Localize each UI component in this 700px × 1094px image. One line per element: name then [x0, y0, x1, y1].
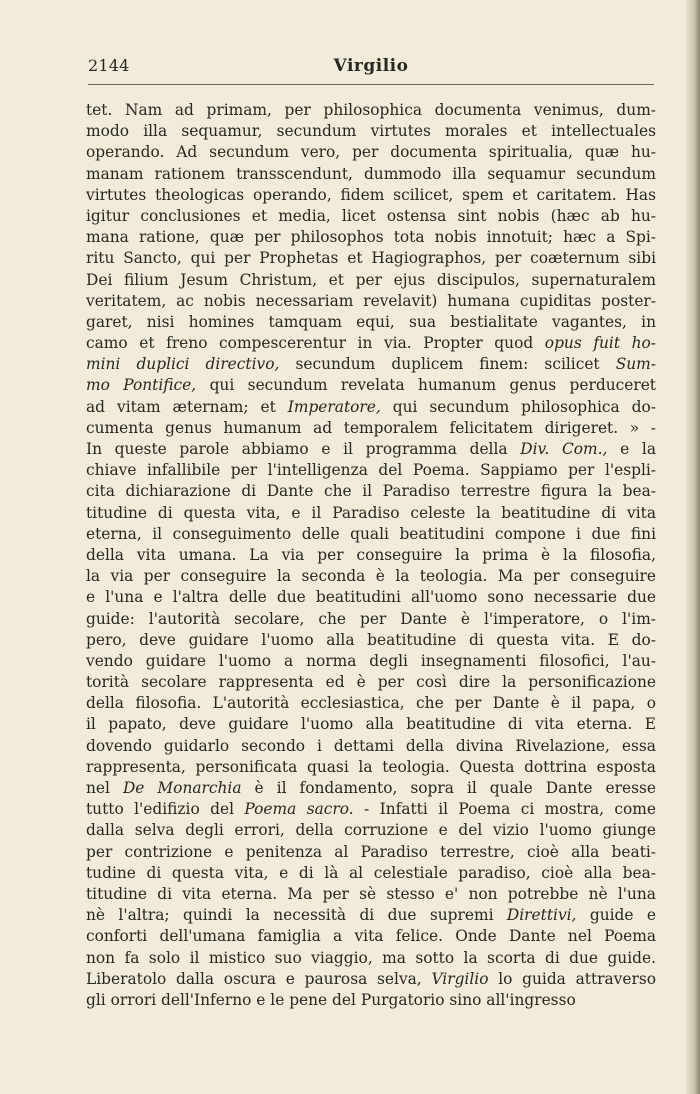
text-segment: e la [607, 440, 656, 458]
text-line [86, 778, 656, 799]
text-segment: rappresenta, personificata quasi la teologia. Questa dottrina esposta [86, 757, 656, 776]
text-line [86, 291, 656, 312]
text-line [86, 503, 656, 524]
text-line [86, 948, 656, 969]
text-segment: Liberatolo dalla oscura e paurosa selva, [86, 969, 432, 988]
text-segment: qui secundum revelata humanum genus perduceret [196, 376, 656, 395]
text-segment: qui secundum philosophica do- [380, 397, 656, 416]
text-segment: nel [86, 779, 123, 797]
text-segment: modo illa sequamur, secundum virtutes morales et intellectuales [86, 122, 656, 141]
text-line [86, 863, 656, 884]
text-segment: della filosofia. L'autorità ecclesiastica, che per Dante è il papa, o [86, 694, 656, 713]
text-segment: camo et freno compescerentur in via. Propter quod [86, 334, 545, 353]
text-segment: pero, deve guidare l'uomo alla beatitudine di questa vita. E do- [86, 630, 656, 649]
text-segment: la via per conseguire la seconda è la teologia. Ma per conseguire [86, 567, 656, 586]
text-segment: è il fondamento, sopra il quale Dante eresse [241, 779, 656, 797]
text-line [86, 375, 656, 396]
page-edge-shadow [686, 0, 700, 1094]
text-line [86, 757, 656, 778]
text-segment: cita dichiarazione di Dante che il Paradiso terrestre figura la bea- [86, 482, 656, 501]
text-line [86, 672, 656, 693]
text-segment: garet, nisi homines tamquam equi, sua bestialitate vagantes, in [86, 312, 656, 331]
text-segment: per contrizione e penitenza al Paradiso terrestre, cioè alla beati- [86, 842, 656, 861]
text-line [86, 164, 656, 185]
text-segment: manam rationem transscendunt, dummodo illa sequamur secundum [86, 164, 656, 183]
text-segment: veritatem, ac nobis necessariam revelavit) humana cupiditas poster- [86, 291, 656, 310]
text-segment: guide e [576, 906, 656, 925]
text-segment: vendo guidare l'uomo a norma degli insegnamenti filosofici, l'au- [86, 651, 656, 670]
running-title: Virgilio [333, 56, 409, 76]
text-segment: igitur conclusiones et media, licet ostensa sint nobis (hæc ab hu- [86, 206, 656, 225]
text-segment: Dei filium Jesum Christum, et per ejus discipulos, supernaturalem [86, 270, 656, 289]
text-line [86, 312, 656, 333]
text-line [86, 651, 656, 672]
text-line [86, 270, 656, 291]
text-line [86, 905, 656, 926]
text-line [86, 354, 656, 375]
text-line [86, 820, 656, 841]
text-line [86, 524, 656, 545]
text-line [86, 969, 656, 990]
text-segment: secundum duplicem finem: scilicet [279, 355, 616, 374]
text-segment: torità secolare rappresenta ed è per così dire la personificazione [86, 673, 656, 692]
text-segment: - Infatti il Poema ci mostra, come [353, 800, 656, 819]
text-segment: dalla selva degli errori, della corruzione e del vizio l'uomo giunge [86, 821, 656, 840]
text-line [86, 121, 656, 142]
text-segment: In queste parole abbiamo e il programma della [86, 440, 521, 458]
italic-text: De Monarchia [122, 779, 242, 797]
text-line [86, 990, 656, 1011]
italic-text: mo Pontifice, [86, 376, 197, 395]
italic-text: Sum- [615, 355, 656, 374]
text-line [86, 248, 656, 269]
text-line [86, 460, 656, 481]
italic-text: Poema sacro. [244, 800, 354, 819]
text-segment: il papato, deve guidare l'uomo alla beatitudine di vita eterna. E [86, 715, 656, 734]
text-line [86, 333, 656, 354]
text-segment: titudine di questa vita, e il Paradiso celeste la beatitudine di vita [86, 503, 656, 522]
text-line [86, 587, 656, 608]
text-segment: dovendo guidarlo secondo i dettami della divina Rivelazione, essa [86, 736, 656, 755]
text-segment: nè l'altra; quindi la necessità di due supremi [86, 906, 507, 925]
text-segment: ritu Sancto, qui per Prophetas et Hagiographos, per coæternum sibi [86, 249, 656, 268]
text-segment: operando. Ad secundum vero, per documenta spiritualia, quæ hu- [86, 143, 656, 162]
italic-text: Virgilio [431, 969, 489, 988]
text-segment: mana ratione, quæ per philosophos tota nobis innotuit; hæc a Spi- [86, 228, 656, 247]
italic-text: Imperatore, [287, 397, 381, 416]
text-segment: chiave infallibile per l'intelligenza del Poema. Sappiamo per l'espli- [86, 461, 656, 480]
text-segment: conforti dell'umana famiglia a vita felice. Onde Dante nel Poema [86, 927, 656, 946]
text-segment: titudine di vita eterna. Ma per sè stesso e' non potrebbe nè l'una [86, 884, 656, 903]
italic-text: Direttivi, [506, 906, 577, 925]
text-line [86, 481, 656, 502]
text-line [86, 693, 656, 714]
italic-text: mini duplici directivo, [86, 355, 280, 374]
text-line [86, 566, 656, 587]
header-rule [88, 84, 654, 85]
text-segment: tutto l'edifizio del [86, 800, 245, 819]
text-segment: lo guida attraverso [488, 969, 656, 988]
text-line [86, 418, 656, 439]
italic-text: Div. Com., [520, 440, 608, 458]
text-segment: cumenta genus humanum ad temporalem felicitatem dirigeret. » - [86, 418, 656, 437]
text-line [86, 206, 656, 227]
text-line [86, 397, 656, 418]
text-line [86, 736, 656, 757]
text-segment: tudine di questa vita, e di là al celestiale paradiso, cioè alla bea- [86, 863, 656, 882]
text-line [86, 185, 656, 206]
text-segment: ad vitam æternam; et [86, 397, 288, 416]
text-line [86, 926, 656, 947]
text-segment: della vita umana. La via per conseguire la prima è la filosofia, [86, 545, 656, 564]
italic-text: opus fuit ho- [544, 334, 656, 353]
text-segment: gli orrori dell'Inferno e le pene del Purgatorio sino all'ingresso [86, 990, 576, 1009]
text-line [86, 439, 656, 460]
page-header [88, 52, 654, 82]
text-line [86, 714, 656, 735]
text-line [86, 609, 656, 630]
text-line [86, 227, 656, 248]
text-line [86, 545, 656, 566]
text-segment: e l'una e l'altra delle due beatitudini all'uomo sono necessarie due [86, 588, 656, 607]
text-segment: virtutes theologicas operando, fidem scilicet, spem et caritatem. Has [86, 185, 656, 204]
text-segment: non fa solo il mistico suo viaggio, ma sotto la scorta di due guide. [86, 948, 656, 967]
text-line [86, 630, 656, 651]
text-segment: guide: l'autorità secolare, che per Dante è l'imperatore, o l'im- [86, 609, 656, 628]
text-segment: eterna, il conseguimento delle quali beatitudini compone i due fini [86, 524, 656, 543]
text-line [86, 142, 656, 163]
text-line [86, 884, 656, 905]
text-line [86, 100, 656, 121]
body-text [86, 100, 656, 1011]
page-number: 2144 [88, 56, 130, 75]
text-segment: tet. Nam ad primam, per philosophica documenta venimus, dum- [86, 101, 656, 119]
text-line [86, 799, 656, 820]
text-line [86, 842, 656, 863]
